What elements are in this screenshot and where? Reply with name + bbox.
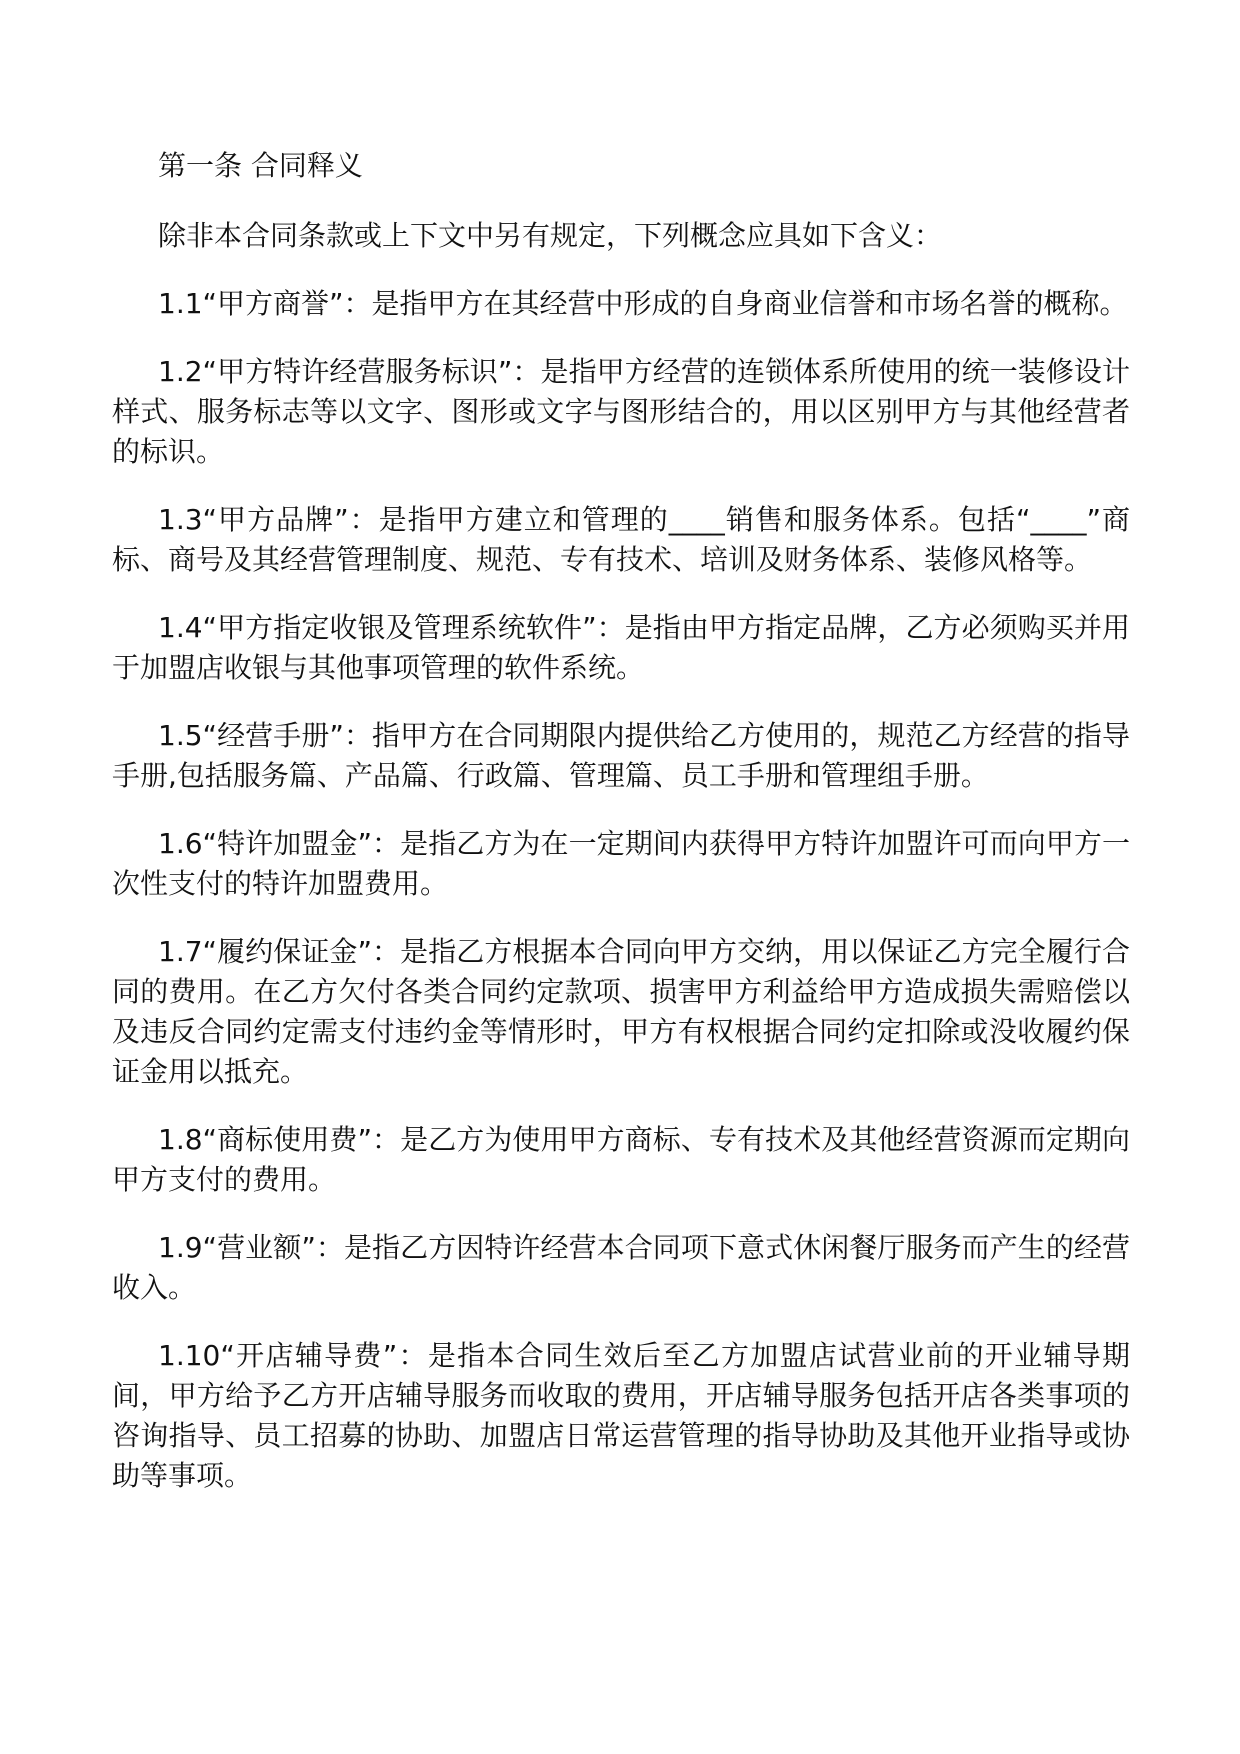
document-page	[112, 146, 1130, 1524]
clause-1-10: 1.10“开店辅导费”：是指本合同生效后至乙方加盟店试营业前的开业辅导期间，甲方给予乙方开店辅导服务而收取的费用，开店辅导服务包括开店各类事项的咨询指导、员工招募的协助、加盟店日常运营管理的指导协助及其他开业指导或协助等事项。	[112, 1339, 1130, 1492]
article-heading: 第一条 合同释义	[158, 149, 363, 182]
clause-1-3: 1.3“甲方品牌”：是指甲方建立和管理的____销售和服务体系。包括“____”商标、商号及其经营管理制度、规范、专有技术、培训及财务体系、装修风格等。	[112, 503, 1130, 576]
clause-1-8: 1.8“商标使用费”：是乙方为使用甲方商标、专有技术及其他经营资源而定期向甲方支付的费用。	[112, 1123, 1130, 1196]
clause-1-7: 1.7“履约保证金”：是指乙方根据本合同向甲方交纳，用以保证乙方完全履行合同的费用。在乙方欠付各类合同约定款项、损害甲方利益给甲方造成损失需赔偿以及违反合同约定需支付违约金等情形时，甲方有权根据合同约定扣除或没收履约保证金用以抵充。	[112, 935, 1130, 1088]
clause-1-5: 1.5“经营手册”：指甲方在合同期限内提供给乙方使用的，规范乙方经营的指导手册,包括服务篇、产品篇、行政篇、管理篇、员工手册和管理组手册。	[112, 719, 1130, 792]
clause-1-6: 1.6“特许加盟金”：是指乙方为在一定期间内获得甲方特许加盟许可而向甲方一次性支付的特许加盟费用。	[112, 827, 1130, 900]
clause-1-4: 1.4“甲方指定收银及管理系统软件”：是指由甲方指定品牌，乙方必须购买并用于加盟店收银与其他事项管理的软件系统。	[112, 611, 1130, 684]
clause-1-9: 1.9“营业额”：是指乙方因特许经营本合同项下意式休闲餐厅服务而产生的经营收入。	[112, 1231, 1130, 1304]
clause-1-1: 1.1“甲方商誉”：是指甲方在其经营中形成的自身商业信誉和市场名誉的概称。	[158, 287, 1128, 320]
clause-1-2: 1.2“甲方特许经营服务标识”：是指甲方经营的连锁体系所使用的统一装修设计样式、服务标志等以文字、图形或文字与图形结合的，用以区别甲方与其他经营者的标识。	[112, 355, 1130, 468]
intro-paragraph: 除非本合同条款或上下文中另有规定，下列概念应具如下含义：	[158, 219, 943, 252]
